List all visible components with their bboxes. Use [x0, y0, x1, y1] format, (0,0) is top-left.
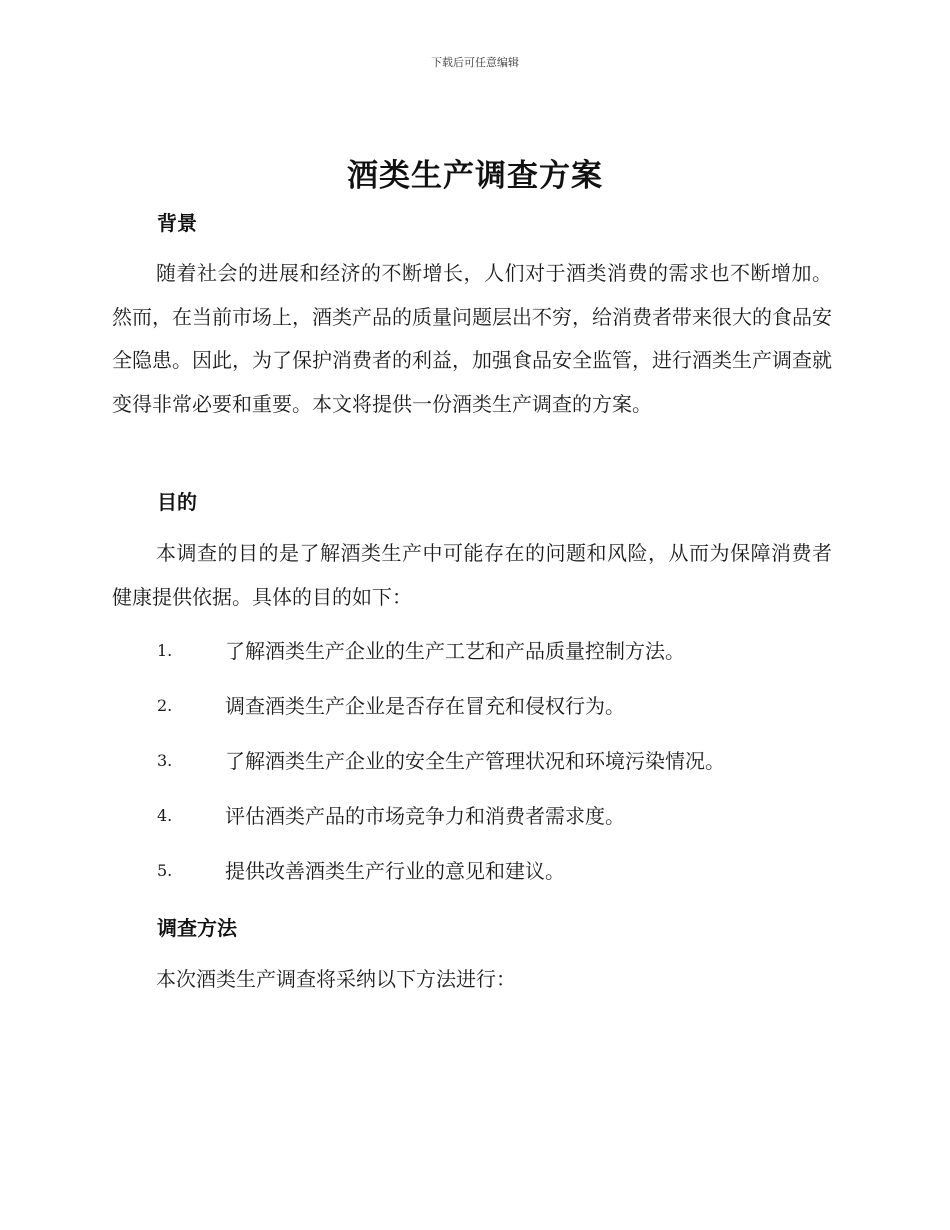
list-item-number: 2. [157, 696, 173, 715]
list-item-text: 了解酒类生产企业的生产工艺和产品质量控制方法。 [225, 639, 685, 663]
list-item-number: 5. [157, 861, 173, 880]
header-note: 下载后可任意编辑 [431, 56, 519, 69]
purpose-paragraph: 本调查的目的是了解酒类生产中可能存在的问题和风险，从而为保障消费者健康提供依据。具体的目的如下： [112, 541, 832, 609]
list-item-number: 4. [157, 806, 173, 825]
list-item-number: 1. [157, 641, 173, 660]
section-heading-method: 调查方法 [157, 916, 237, 940]
list-item-text: 了解酒类生产企业的安全生产管理状况和环境污染情况。 [225, 749, 725, 773]
document-title: 酒类生产调查方案 [347, 158, 603, 194]
list-item [157, 746, 817, 776]
list-item [157, 636, 817, 666]
section-heading-background: 背景 [157, 211, 197, 235]
list-item [157, 801, 817, 831]
list-item [157, 856, 817, 886]
list-item-text: 评估酒类产品的市场竞争力和消费者需求度。 [225, 804, 625, 828]
background-paragraph: 随着社会的进展和经济的不断增长，人们对于酒类消费的需求也不断增加。然而，在当前市场上，酒类产品的质量问题层出不穷，给消费者带来很大的食品安全隐患。因此，为了保护消费者的利益，加强食品安全监管，进行酒类生产调查就变得非常必要和重要。本文将提供一份酒类生产调查的方案。 [112, 261, 832, 416]
section-heading-purpose: 目的 [157, 490, 197, 514]
method-paragraph: 本次酒类生产调查将采纳以下方法进行： [156, 967, 516, 991]
list-item-text: 调查酒类生产企业是否存在冒充和侵权行为。 [225, 694, 625, 718]
list-item-number: 3. [157, 751, 173, 770]
list-item [157, 691, 817, 721]
list-item-text: 提供改善酒类生产行业的意见和建议。 [225, 859, 565, 883]
